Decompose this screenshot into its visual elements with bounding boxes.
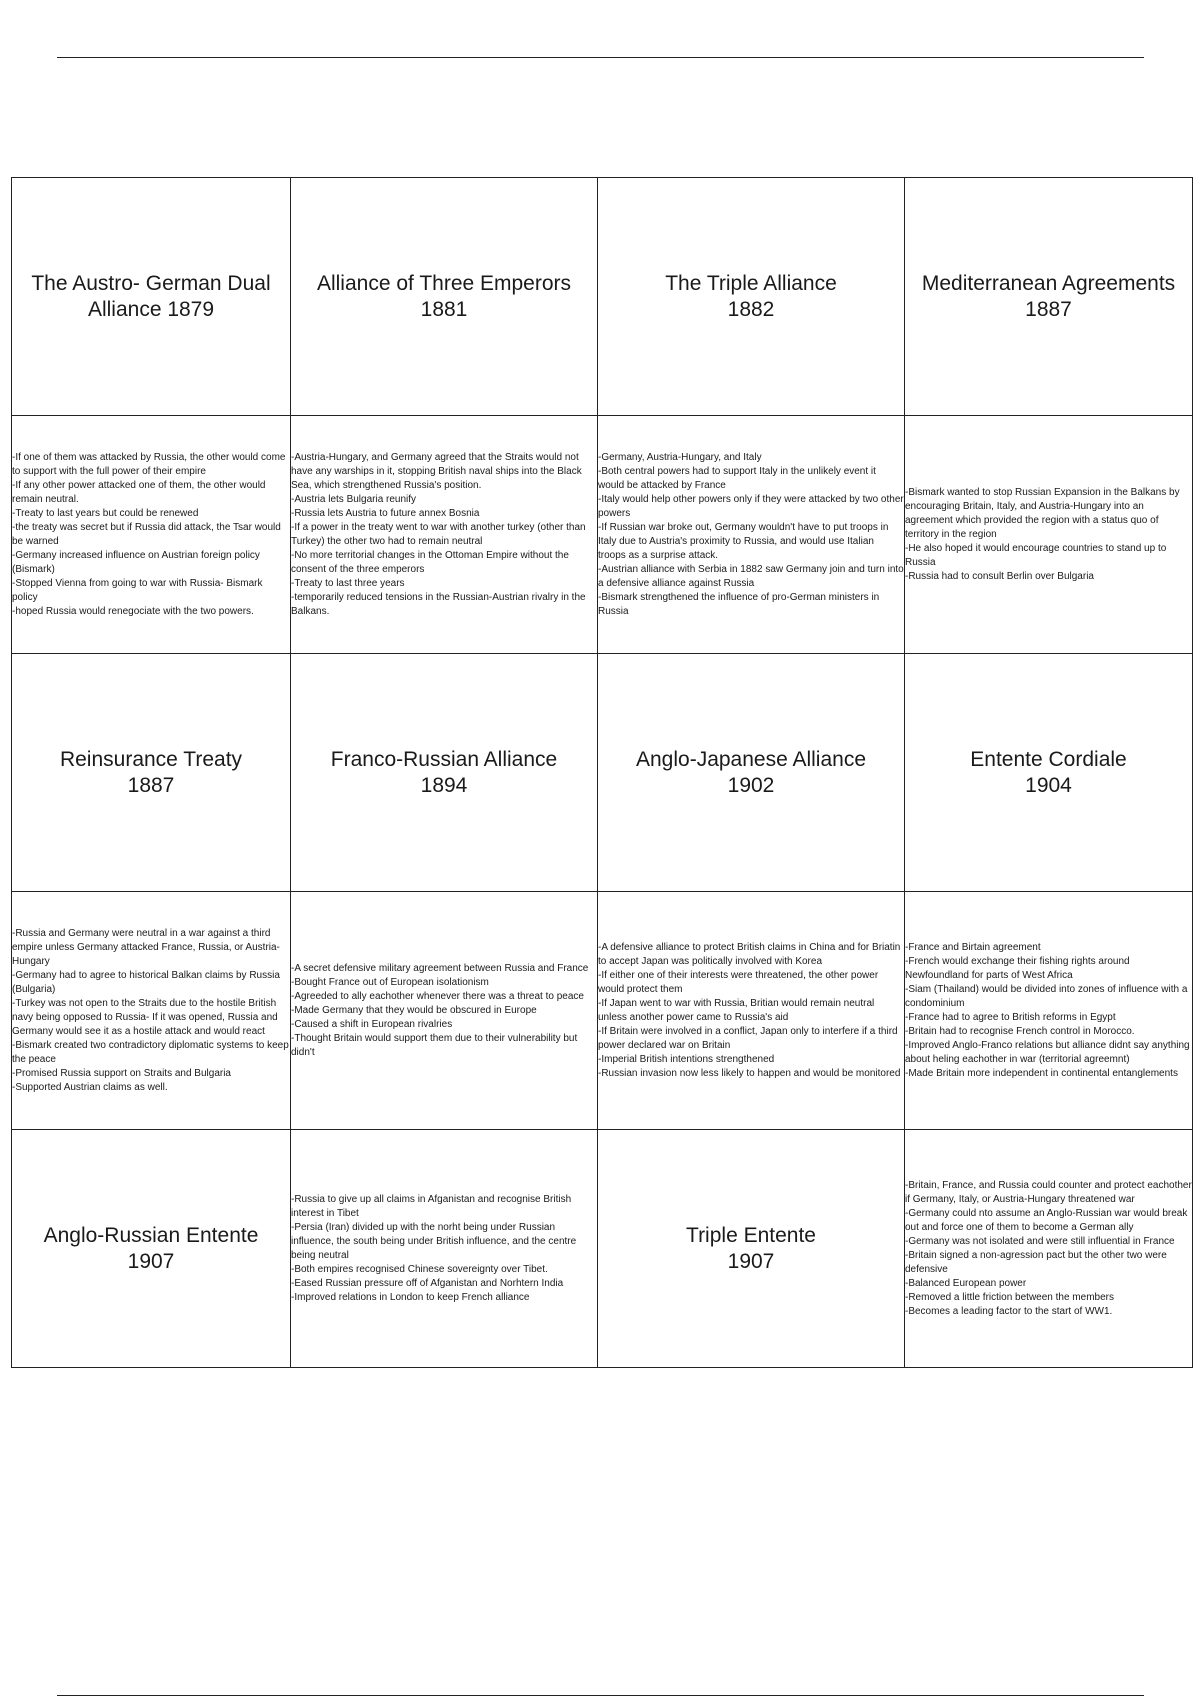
title-card (598, 178, 905, 416)
notes-list (905, 1179, 1192, 1319)
note-item: -Germany increased influence on Austrian foreign policy (Bismark) (12, 549, 260, 575)
note-item: -If a power in the treaty went to war with another turkey (other than Turkey) the other two had to remain neutral (291, 521, 586, 547)
note-item: -If Britain were involved in a conflict, Japan only to interfere if a third power declared war on Britain (598, 1025, 898, 1051)
note-item: -Treaty to last three years (291, 577, 405, 589)
notes-card (905, 1130, 1193, 1368)
note-item: -Germany was not isolated and were still influential in France (905, 1235, 1175, 1247)
notes-card (12, 892, 291, 1130)
notes-card (291, 1130, 598, 1368)
notes-list (12, 927, 290, 1095)
note-item: -Britain had to recognise French control in Morocco. (905, 1025, 1135, 1037)
note-item: -Russia and Germany were neutral in a war against a third empire unless Germany attacked France, Russia, or Austria-Hungary (12, 927, 280, 967)
note-item: -Both empires recognised Chinese sovereignty over Tibet. (291, 1263, 548, 1275)
note-item: -Austrian alliance with Serbia in 1882 saw Germany join and turn into a defensive alliance against Russia (598, 563, 904, 589)
note-item: -Caused a shift in European rivalries (291, 1018, 453, 1030)
card-title: Alliance of Three Emperors (316, 271, 572, 295)
title-card (598, 1130, 905, 1368)
note-item: -Siam (Thailand) would be divided into zones of influence with a condominium (905, 983, 1188, 1009)
notes-card (291, 416, 598, 654)
note-item: -Bought France out of European isolationism (291, 976, 489, 988)
notes-list (291, 1193, 597, 1305)
note-item: -A defensive alliance to protect British claims in China and for Briatin to accept Japan was politically involved with Korea (598, 941, 901, 967)
card-title: The Austro- German Dual (31, 271, 271, 295)
mixed-row (12, 1130, 1193, 1368)
note-item: -Germany had to agree to historical Balkan claims by Russia (Bulgaria) (12, 969, 280, 995)
title-card (905, 178, 1193, 416)
note-item: -If Russian war broke out, Germany wouldn't have to put troops in Italy due to Austria's proximity to Russia, and would use Italian troops as a surprise attack. (598, 521, 889, 561)
note-item: -Turkey was not open to the Straits due to the hostile British navy being opposed to Russia- If it was opened, Russia and Germany would see it as a hostile attack and would react (12, 997, 278, 1037)
note-item: -If any other power attacked one of them, the other would remain neutral. (12, 479, 266, 505)
note-item: -Balanced European power (905, 1277, 1027, 1289)
notes-list (905, 941, 1192, 1081)
note-item: -If Japan went to war with Russia, Britian would remain neutral unless another power came to Russia's aid (598, 997, 875, 1023)
note-item: -Russia lets Austria to future annex Bosnia (291, 507, 480, 519)
card-title: Triple Entente (686, 1223, 816, 1247)
title-card (598, 654, 905, 892)
notes-card (291, 892, 598, 1130)
note-item: -France had to agree to British reforms in Egypt (905, 1011, 1116, 1023)
note-item: -Bismark wanted to stop Russian Expansion in the Balkans by encouraging Britain, Italy, and Austria-Hungary into an agreement which provided the region with a status quo of territory in the region (905, 486, 1180, 540)
notes-card (598, 892, 905, 1130)
title-row (12, 178, 1193, 416)
note-item: -Austria-Hungary, and Germany agreed that the Straits would not have any warships in it, stopping British naval ships into the Black Sea, which strengthened Russia's position. (291, 451, 582, 491)
card-title: The Triple Alliance (665, 271, 837, 295)
notes-list (598, 451, 904, 619)
title-row (12, 654, 1193, 892)
notes-row (12, 892, 1193, 1130)
card-title: Entente Cordiale (970, 747, 1127, 771)
card-year: 1894 (420, 773, 468, 797)
card-title: Reinsurance Treaty (59, 747, 243, 771)
note-item: -Austria lets Bulgaria reunify (291, 493, 417, 505)
note-item: -If one of them was attacked by Russia, the other would come to support with the full power of their empire (12, 451, 286, 477)
header-rule (57, 57, 1144, 58)
alliances-card-grid (11, 177, 1193, 1368)
footer-rule (57, 1695, 1144, 1696)
note-item: -Germany, Austria-Hungary, and Italy (598, 451, 762, 463)
note-item: -Imperial British intentions strengthened (598, 1053, 775, 1065)
notes-list (291, 451, 597, 619)
note-item: -Persia (Iran) divided up with the norht being under Russian influence, the south being under British influence, and the centre being neutral (291, 1221, 577, 1261)
card-year: 1907 (727, 1249, 775, 1273)
card-title: Anglo-Japanese Alliance (636, 747, 866, 771)
title-card (291, 654, 598, 892)
note-item: -Bismark strengthened the influence of pro-German ministers in Russia (598, 591, 880, 617)
note-item: -Becomes a leading factor to the start of WW1. (905, 1305, 1113, 1317)
card-title: Anglo-Russian Entente (43, 1223, 259, 1247)
note-item: -Treaty to last years but could be renewed (12, 507, 199, 519)
card-year: 1887 (127, 773, 175, 797)
note-item: -Britain, France, and Russia could counter and protect eachother if Germany, Italy, or Austria-Hungary threatened war (905, 1179, 1192, 1205)
note-item: -Bismark created two contradictory diplomatic systems to keep the peace (12, 1039, 289, 1065)
note-item: -the treaty was secret but if Russia did attack, the Tsar would be warned (12, 521, 281, 547)
note-item: -No more territorial changes in the Ottoman Empire without the consent of the three emperors (291, 549, 569, 575)
title-card (12, 178, 291, 416)
note-item: -A secret defensive military agreement between Russia and France (291, 962, 589, 974)
note-item: -Both central powers had to support Italy in the unlikely event it would be attacked by France (598, 465, 876, 491)
note-item: -If either one of their interests were threatened, the other power would protect them (598, 969, 879, 995)
title-card (12, 1130, 291, 1368)
card-year: 1882 (727, 297, 775, 321)
notes-row (12, 416, 1193, 654)
title-card (12, 654, 291, 892)
note-item: -Improved Anglo-Franco relations but alliance didnt say anything about heling eachother in war (territorial agreemnt) (905, 1039, 1190, 1065)
note-item: -Italy would help other powers only if they were attacked by two other powers (598, 493, 904, 519)
note-item: -Agreeded to ally eachother whenever there was a threat to peace (291, 990, 584, 1002)
card-title: Franco-Russian Alliance (330, 747, 558, 771)
notes-card (12, 416, 291, 654)
note-item: -Improved relations in London to keep French alliance (291, 1291, 530, 1303)
card-year: 1902 (727, 773, 775, 797)
notes-list (12, 451, 290, 619)
note-item: -Made Germany that they would be obscured in Europe (291, 1004, 537, 1016)
notes-card (598, 416, 905, 654)
card-year: 1887 (1025, 297, 1072, 321)
note-item: -Stopped Vienna from going to war with Russia- Bismark policy (12, 577, 263, 603)
card-year: 1881 (420, 297, 468, 321)
note-item: -Promised Russia support on Straits and Bulgaria (12, 1067, 231, 1079)
card-year: Alliance 1879 (87, 297, 215, 321)
note-item: -Russia to give up all claims in Afganistan and recognise British interest in Tibet (291, 1193, 572, 1219)
note-item: -Supported Austrian claims as well. (12, 1081, 168, 1093)
card-title: Mediterranean Agreements (921, 271, 1176, 295)
card-year: 1907 (127, 1249, 175, 1273)
note-item: -Germany could nto assume an Anglo-Russian war would break out and force one of them to become a German ally (905, 1207, 1188, 1233)
title-card (291, 178, 598, 416)
notes-list (598, 941, 904, 1081)
note-item: -Thought Britain would support them due to their vulnerability but didn't (291, 1032, 578, 1058)
note-item: -Removed a little friction between the members (905, 1291, 1114, 1303)
title-card (905, 654, 1193, 892)
note-item: -French would exchange their fishing rights around Newfoundland for parts of West Africa (905, 955, 1130, 981)
notes-list (291, 962, 597, 1060)
note-item: -He also hoped it would encourage countries to stand up to Russia (905, 542, 1167, 568)
note-item: -Britain signed a non-agression pact but the other two were defensive (905, 1249, 1167, 1275)
note-item: -Made Britain more independent in continental entanglements (905, 1067, 1178, 1079)
notes-card (905, 416, 1193, 654)
note-item: -Russian invasion now less likely to happen and would be monitored (598, 1067, 901, 1079)
note-item: -Russia had to consult Berlin over Bulgaria (905, 570, 1094, 582)
note-item: -hoped Russia would renegociate with the two powers. (12, 605, 254, 617)
card-year: 1904 (1025, 773, 1072, 797)
notes-list (905, 486, 1192, 584)
note-item: -temporarily reduced tensions in the Russian-Austrian rivalry in the Balkans. (291, 591, 586, 617)
note-item: -France and Birtain agreement (905, 941, 1041, 953)
notes-card (905, 892, 1193, 1130)
note-item: -Eased Russian pressure off of Afganistan and Norhtern India (291, 1277, 564, 1289)
